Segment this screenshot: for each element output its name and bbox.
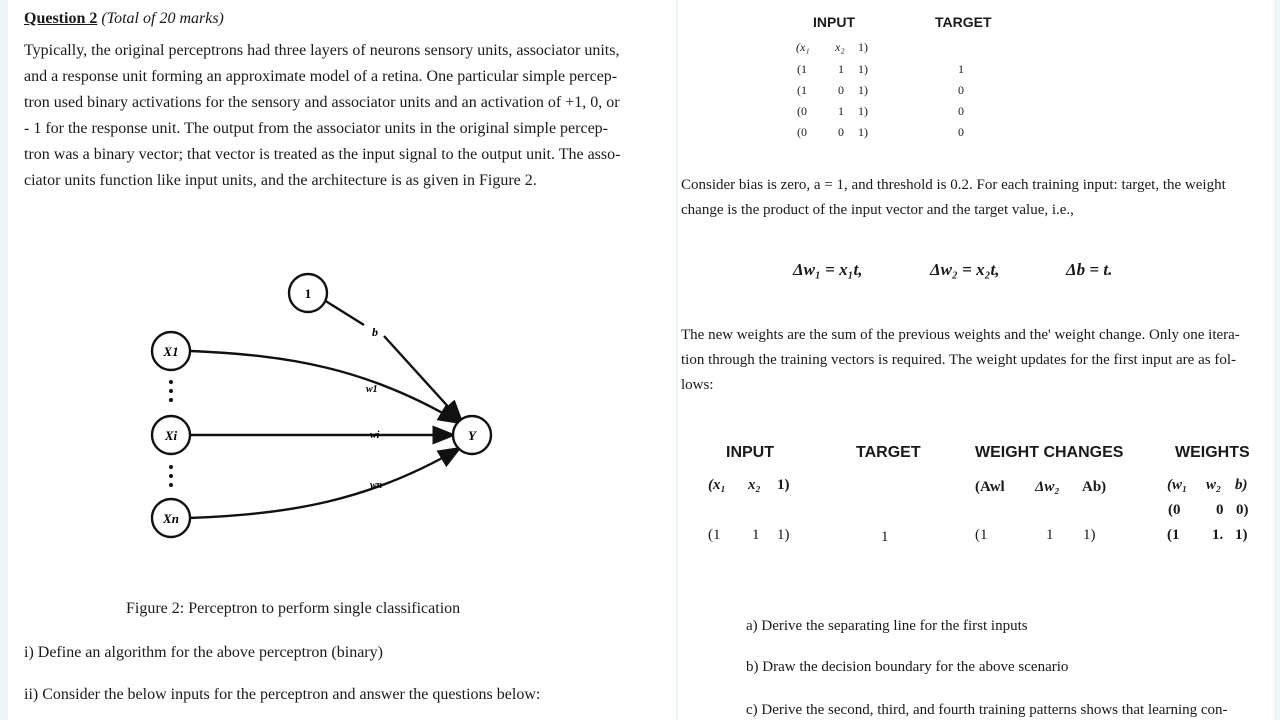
figure-caption: Figure 2: Perceptron to perform single classification	[126, 600, 461, 617]
input-node-xn-label: Xn	[163, 511, 179, 526]
top-table-target: 0	[958, 104, 964, 118]
paragraph-line: tron was a binary vector; that vector is treated as the input signal to the output unit. The asso-	[24, 146, 621, 163]
wt-change-sub: (Awl	[975, 479, 1005, 495]
wt-row-change: 1	[1046, 527, 1054, 543]
wt-target-header: TARGET	[856, 444, 921, 461]
edge-label-w1: w1	[366, 384, 378, 395]
wt-input-header: INPUT	[726, 444, 774, 461]
wt-row-weight: 1)	[1235, 527, 1248, 543]
output-node-label: Y	[468, 428, 476, 443]
subquestion-c: c) Derive the second, third, and fourth training patterns shows that learning con-	[746, 702, 1228, 718]
wt-row-change: (1	[975, 527, 988, 543]
top-table-cell: (0	[797, 104, 807, 118]
top-table-cell: 1)	[858, 104, 868, 118]
consider-line: Consider bias is zero, a = 1, and threshold is 0.2. For each training input: target, the weight	[681, 177, 1226, 193]
top-table-cell: 1)	[858, 62, 868, 76]
edge-label-wi: wi	[370, 430, 380, 441]
paragraph-line: Typically, the original perceptrons had three layers of neurons sensory units, associator units,	[24, 42, 620, 59]
top-table-bias-header: 1)	[858, 40, 868, 54]
paragraph-line: tron used binary activations for the sensory and associator units and an activation of +1, 0, or	[24, 94, 620, 111]
top-table-cell: 0	[838, 125, 844, 139]
wt-initial-weight: 0	[1216, 502, 1224, 518]
paragraph-line: - 1 for the response unit. The output from the associator units in the original simple percep-	[24, 120, 609, 137]
top-table-cell: 0	[838, 83, 844, 97]
perceptron-diagram	[8, 250, 676, 570]
wt-weights-sub: (w₁	[1167, 477, 1188, 493]
x1-edge	[190, 351, 460, 423]
top-table-target-header: TARGET	[935, 14, 992, 30]
wt-weights-sub: b)	[1235, 477, 1248, 493]
edge-label-b: b	[372, 325, 378, 339]
new-weights-line: The new weights are the sum of the previous weights and the' weight change. Only one itera-	[681, 327, 1240, 343]
top-table-target: 1	[958, 62, 964, 76]
wt-initial-weight: (0	[1168, 502, 1181, 518]
wt-row-target: 1	[881, 529, 889, 545]
new-weights-line: lows:	[681, 377, 714, 393]
wt-input-sub: x₂	[748, 477, 761, 493]
formula-db: Δb = t.	[1066, 260, 1113, 279]
formula-dw2: Δw₂ = x₂t,	[930, 260, 1000, 279]
wt-change-sub: Ab)	[1082, 479, 1107, 495]
edge-label-wn: wn	[370, 480, 383, 491]
xn-edge	[190, 448, 460, 518]
left-page	[8, 0, 676, 720]
wt-row-change: 1)	[1083, 527, 1096, 543]
top-table-cell: 1)	[858, 125, 868, 139]
subquestion-a: a) Derive the separating line for the first inputs	[746, 618, 1028, 634]
wt-input-sub: (x₁	[708, 477, 726, 493]
input-node-x1-label: X1	[163, 344, 179, 359]
wt-changes-header: WEIGHT CHANGES	[975, 444, 1124, 461]
right-page	[678, 0, 1274, 720]
formula-dw1: Δw₁ = x₁t,	[793, 260, 863, 279]
task-i: i) Define an algorithm for the above perceptron (binary)	[24, 644, 383, 661]
bias-edge-upper	[324, 300, 364, 325]
top-table-x1-header: (x₁	[796, 40, 810, 54]
new-weights-line: tion through the training vectors is required. The weight updates for the first input are as fol-	[681, 352, 1236, 368]
bias-node-label: 1	[304, 286, 312, 301]
top-table-cell: 1	[838, 62, 844, 76]
question-title	[24, 10, 224, 28]
wt-row-weight: 1.	[1212, 527, 1224, 543]
top-table-cell: 1)	[858, 83, 868, 97]
question-number: Question 2	[24, 10, 98, 27]
top-table-target: 0	[958, 125, 964, 139]
task-ii: ii) Consider the below inputs for the perceptron and answer the questions below:	[24, 686, 541, 703]
top-table-target: 0	[958, 83, 964, 97]
wt-change-sub: Δw₂	[1035, 479, 1060, 495]
paragraph-line: and a response unit forming an approximate model of a retina. One particular simple percep-	[24, 68, 618, 85]
consider-line: change is the product of the input vector and the target value, i.e.,	[681, 202, 1074, 218]
wt-weights-header: WEIGHTS	[1175, 444, 1250, 461]
top-table-cell: (1	[797, 83, 807, 97]
wt-row-input: (1	[708, 527, 721, 543]
input-node-xi-label: Xi	[164, 428, 178, 443]
paragraph-line: ciator units function like input units, and the architecture is as given in Figure 2.	[24, 172, 537, 189]
wt-input-sub: 1)	[777, 477, 790, 493]
wt-row-input: 1)	[777, 527, 790, 543]
top-table-cell: (0	[797, 125, 807, 139]
subquestion-b: b) Draw the decision boundary for the above scenario	[746, 659, 1069, 675]
top-table-cell: 1	[838, 104, 844, 118]
bias-edge	[384, 336, 462, 422]
top-table-x2-header: x₂	[835, 40, 845, 54]
top-table-input-header: INPUT	[813, 14, 855, 30]
top-table-cell: (1	[797, 62, 807, 76]
wt-row-input: 1	[752, 527, 760, 543]
wt-weights-sub: w₂	[1206, 477, 1222, 493]
question-marks: (Total of 20 marks)	[101, 10, 224, 27]
wt-initial-weight: 0)	[1236, 502, 1249, 518]
wt-row-weight: (1	[1167, 527, 1180, 543]
